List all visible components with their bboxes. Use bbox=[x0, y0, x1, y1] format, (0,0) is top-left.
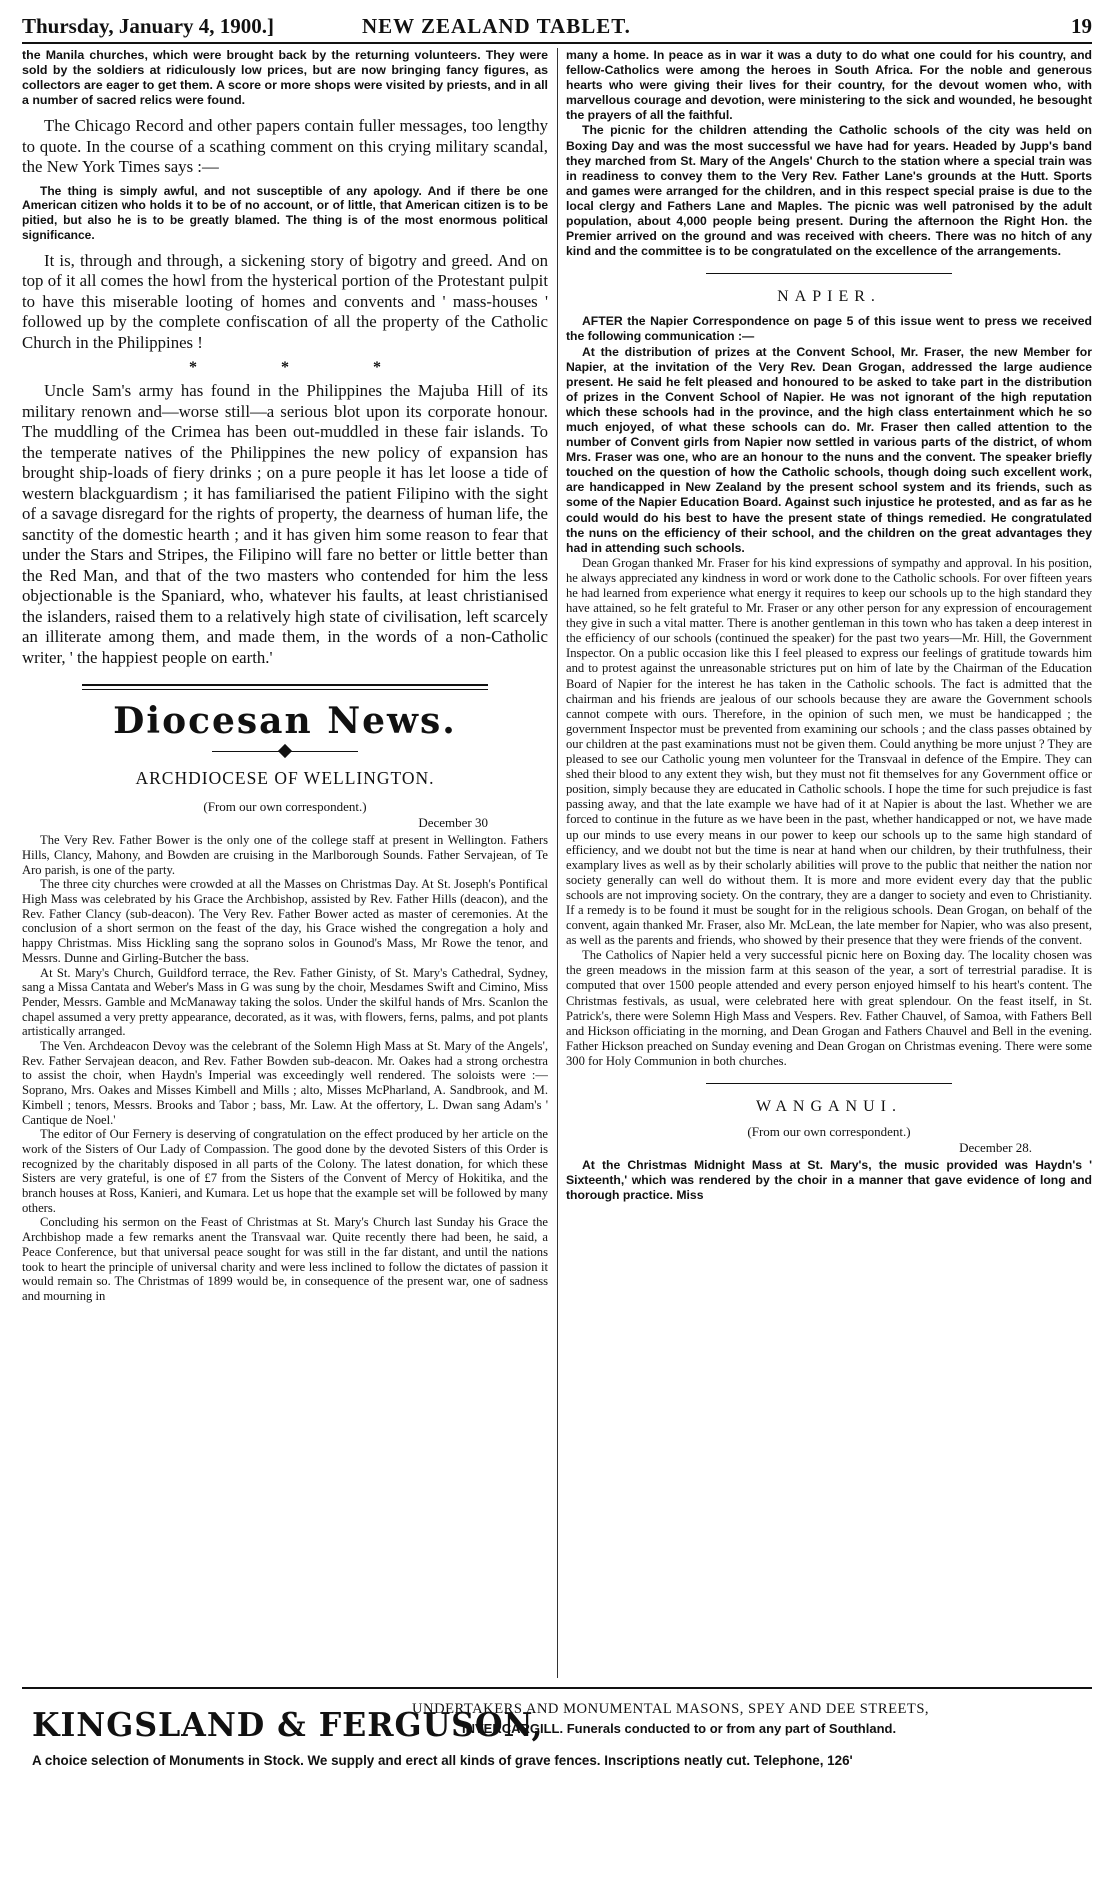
napier-paragraph: AFTER the Napier Correspondence on page 5 of this issue went to press we received the following communication :— bbox=[566, 314, 1092, 344]
right-column bbox=[566, 48, 1092, 1678]
napier-paragraph: At the distribution of prizes at the Convent School, Mr. Fraser, the new Member for Napier, at the invitation of the Very Rev. Dean Grogan, addressed the large audience present. He said he felt pleased and honoured to be asked to take part in the distribution of prizes in the Convent School of Napier. He was not ignorant of the high reputation which these schools had in the province, and the high class entertainment which he so much enjoyed, of what these schools can do. Mr. Fraser then called attention to the number of Convent girls from Napier now settled in various parts of the district, of whom Mrs. Fraser was one, who are an honour to the nuns and the convent. The speaker briefly touched on the question of how the Catholic schools, though doing such excellent work, are handicapped in New Zealand by the present school system and its friends, such as some of the Napier Education Board. Against such injustice he protested, and as far as he could would do his best to have the present state of things remedied. He congratulated the nuns on the efficiency of their school, and the children on the great advantages they had in attending such schools. bbox=[566, 344, 1092, 555]
ad-address-line: INVERCARGILL. Funerals conducted to or from any part of Southland. bbox=[462, 1721, 897, 1736]
new-york-times-quote: The thing is simply awful, and not susceptible of any apology. And if there be one American citizen who holds it to be of no account, or of little, that American citizen is to be pitied, but also he is to be greatly blamed. The thing is of the most enormous political significance. bbox=[22, 183, 548, 242]
sermon-continuation: many a home. In peace as in war it was a duty to do what one could for his country, and fellow-Catholics were among the heroes in South Africa. For the noble and generous hearts who were giving their lives for their country, for the devout women who, with marvellous courage and devotion, were ministering to the sick and wounded, he besought the prayers of all the faithful. bbox=[566, 48, 1092, 123]
wellington-dateline: December 30 bbox=[418, 815, 488, 831]
advertisement bbox=[22, 1687, 1092, 1789]
napier-paragraph: Dean Grogan thanked Mr. Fraser for his kind expressions of sympathy and approval. In his position, he always appreciated any kindness in word or work done to the Catholic schools. For over fifteen years he had learned from experience what energy it requires to keep our schools up to the high standard they have attained, so he felt grateful to Mr. Fraser or any other person for any expression of encouragement they give in such a vital matter. There is another gentleman in this town who has taken a deep interest in the efficiency of our schools (continued the speaker) for the past two years—Mr. Hill, the Government Inspector. On a public occasion like this I feel pleased to express our feelings of gratitude towards him and to protest against the unreasonable strictures put on him of late by the Chairman of the Education Board of Napier for the interest he has taken in the Catholic schools. The fact is admitted that the chairman and his friends are jealous of our schools because they are aware the Government schools cannot compete with ours. Therefore, in the opinion of such men, we must be handicapped ; the government Inspector must be prevented from examining our schools ; and the class passes obtained by our children at the past examinations must not be given them. Could anything be more unjust ? They are pleased to see our Catholic young men volunteer for the Transvaal in defence of the Empire. They can shed their blood to any extent they wish, but they must not fit themselves for any Government office or position, simply because they are educated in Catholic schools. I hope the time for such prejudice is fast passing away, and that the late example we have had of it at Napier is about the last. Whether we are forced to continue in the future as we have been in the past, whether handicapped or not, we have made up our minds to use every means in our power to keep our schools up to the same high standard of efficiency, and we doubt not but the time is near at hand when our children, by their truthfulness, their examplary lives as well as by their scholarly abilities will prove to the public that neither the nation nor society generally can well do without them. It is more and more evident every day that the public schools are not improving society. On the contrary, they are a danger to society and even to Christianity. If a remedy is to be found it must be sought for in the religious schools. Dean Grogan, on behalf of the convent, again thanked Mr. Fraser, also Mr. McLean, the late member for Napier, who was also present, as well as the parents and friends, who showed by their presence that they were friends of the convent. bbox=[566, 555, 1092, 948]
newspaper-page bbox=[22, 12, 1092, 1892]
picnic-paragraph: The picnic for the children attending the Catholic schools of the city was held on Boxing Day and was the most successful we have had for years. Headed by Jupp's band they marched from St. Mary of the Angels' Church to the station where a special train was in readiness to convey them to the Very Rev. Father Lane's grounds at the Hutt. Sports and games were arranged for the children, and in this respect special praise is due to the local clergy and Fathers Lane and Maples. The picnic was well patronised by the adult population, about 4,000 people being present. During the afternoon the Right Hon. the Premier arrived on the ground and was received with cheers. There was no hitch of any kind and the committee is to be congratulated on the excellence of the arrangements. bbox=[566, 123, 1092, 259]
section-stars: * * * bbox=[189, 359, 421, 377]
napier-paragraph: The Catholics of Napier held a very successful picnic here on Boxing day. The locality chosen was the green meadows in the mission farm at this season of the year, a sort of terrestrial paradise. It is computed that over 1500 people attended and every person enjoyed himself to his heart's content. The Christmas festivals, as usual, were celebrated here with great splendour. On the feast itself, in St. Patrick's, there were Solemn High Mass and Vespers. Rev. Father Chauvel, of Samoa, with Fathers Bell and Hickson officiating in the morning, and Dean Grogan and Fathers Chauvel and Bell in the evening. Father Hickson preached on Sunday evening and Dean Grogan on Christmas evening. There were some 300 for Holy Communion in both churches. bbox=[566, 948, 1092, 1068]
diamond-ornament bbox=[212, 744, 358, 758]
chicago-record-paragraph: The Chicago Record and other papers contain fuller messages, too lengthy to quote. In the course of a scathing comment on this crying military scandal, the New York Times says :— bbox=[22, 116, 548, 176]
left-column bbox=[22, 48, 548, 1678]
wellington-paragraph: The Very Rev. Father Bower is the only one of the college staff at present in Wellington. Fathers Hills, Clancy, Mahony, and Bowden are cruising in the Marlborough Sounds. Father Servajean, of Te Aro parish, is one of the party. bbox=[22, 833, 548, 877]
bigotry-paragraph: It is, through and through, a sickening story of bigotry and greed. And on top of it all comes the howl from the hysterical portion of the Protestant pulpit to have this miserable looting of homes and convents and ' mass-houses ' followed up by the complete confiscation of all the property of the Catholic Church in the Philippines ! bbox=[22, 250, 548, 352]
issue-date: Thursday, January 4, 1900.] bbox=[22, 14, 275, 38]
uncle-sam-paragraph: Uncle Sam's army has found in the Philippines the Majuba Hill of its military renown and—worse still—a serious blot upon its corporate honour. The muddling of the Crimea has been out-muddled in these fair islands. To the temperate natives of the Philippines the new policy of expansion has brought ship-loads of fiery drinks ; on a pure people it has let loose a tide of western blackguardism ; it has familiarised the patient Filipino with the sight of a savage disregard for the rights of property, the dearness of human life, the sanctity of the domestic hearth ; and it has given him some reason to fear that under the Stars and Stripes, the Filipino will fare no better or little better than the Red Man, and that of the two masters who contended for him the less objectionable is the Spaniard, who, whatever his faults, at least christianised the islanders, raised them to a relatively high state of civilisation, left scarcely an illiterate among them, and made them, in the words of a non-Catholic writer, ' the happiest people on earth.' bbox=[22, 381, 548, 667]
ad-trade-line: UNDERTAKERS AND MONUMENTAL MASONS, SPEY AND DEE STREETS, bbox=[412, 1701, 930, 1717]
divider-rule bbox=[706, 273, 952, 274]
columns bbox=[22, 48, 1092, 1678]
wanganui-credit: (From our own correspondent.) bbox=[747, 1124, 911, 1139]
wellington-paragraph: The three city churches were crowded at all the Masses on Christmas Day. At St. Joseph's Pontifical High Mass was celebrated by his Grace the Archbishop, assisted by Rev. Father Hills (deacon), and the Rev. Father Clancy (sub-deacon). The Very Rev. Father Bower acted as master of ceremonies. At the conclusion of a short sermon on the feast of the day, his Grace wished the congregation a holy and happy Christmas. Miss Hickling sang the soprano solos in Gounod's Mass, Mr Rowe the tenor, and Messrs. Dunne and Girling-Butcher the bass. bbox=[22, 877, 548, 965]
wellington-credit: (From our own correspondent.) bbox=[203, 799, 367, 815]
section-divider bbox=[82, 684, 488, 690]
ad-firm-name: KINGSLAND & FERGUSON, bbox=[32, 1705, 544, 1744]
running-head bbox=[22, 12, 1092, 44]
wellington-paragraph: At St. Mary's Church, Guildford terrace, the Rev. Father Ginisty, of St. Mary's Cathedral, Sydney, sang a Missa Cantata and Weber's Mass in G was sung by the choir, Mesdames Swift and Cimino, Miss Pender, Messrs. Gamble and McManaway taking the solos. Under the skilful hands of Mrs. Scanlon the chapel assumed a very pretty appearance, decorated, as it was, with flowers, ferns, palms, and pot plants artistically arranged. bbox=[22, 965, 548, 1039]
column-rule bbox=[557, 48, 558, 1678]
wellington-paragraph: The editor of Our Fernery is deserving of congratulation on the effect produced by her article on the work of the Sisters of Our Lady of Compassion. The good done by the devoted Sisters of this Order is recognized by the charitably disposed in all parts of the Colony. The latest donation, for which these Sisters are very grateful, is one of £7 from the Sisters of the Convent of Mercy of Hokitika, and the branch houses at Ross, Kanieri, and Kumara. Let us hope that the example set will be followed by many others. bbox=[22, 1127, 548, 1215]
wellington-paragraph: Concluding his sermon on the Feast of Christmas at St. Mary's Church last Sunday his Grace the Archbishop made a few remarks anent the Transvaal war. Quite recently there had been, he said, a Peace Conference, but that universal peace sought for was still in the far distant, and until the nations took to heart the principle of universal charity and were less inclined to follow the dictates of passion it would remain so. The Christmas of 1899 would be, in consequence of the present war, one of sadness and mourning in bbox=[22, 1215, 548, 1303]
diocesan-news-heading: Diocesan News. bbox=[113, 700, 457, 743]
page-number: 19 bbox=[1071, 14, 1092, 38]
wanganui-dateline: December 28. bbox=[959, 1140, 1032, 1155]
wanganui-heading: WANGANUI. bbox=[756, 1098, 902, 1115]
divider-rule bbox=[706, 1083, 952, 1084]
manila-paragraph: the Manila churches, which were brought back by the returning volunteers. They were sold by the soldiers at ridiculously low prices, but are now bringing fancy figures, as collectors are eager to get them. A score or more shops were visited by priests, and in all a number of sacred relics were found. bbox=[22, 48, 548, 107]
napier-heading: NAPIER. bbox=[777, 288, 881, 306]
wellington-paragraph: The Ven. Archdeacon Devoy was the celebrant of the Solemn High Mass at St. Mary of the Angels', Rev. Father Servajean deacon, and Rev. Father Bowden sub-deacon. Mr. Oakes had a strong orchestra to assist the choir, when Haydn's Imperial was exceedingly well rendered. The soloists were :—Soprano, Mrs. Oakes and Misses Kimbell and Mills ; alto, Misses McPharland, A. Sandbrook, and M. Kimbell ; tenors, Messrs. Brooks and Tabor ; bass, Mr. Law. At the offertory, L. Dwan sang Adam's ' Cantique de Noel.' bbox=[22, 1039, 548, 1127]
wellington-heading: ARCHDIOCESE OF WELLINGTON. bbox=[135, 768, 435, 789]
ad-footer-line: A choice selection of Monuments in Stock. We supply and erect all kinds of grave fences. Inscriptions neatly cut. Telephone, 126' bbox=[32, 1753, 853, 1768]
wanganui-paragraph: At the Christmas Midnight Mass at St. Mary's, the music provided was Haydn's ' Sixteenth,' which was rendered by the choir in a manner that gave evidence of long and thorough practice. Miss bbox=[566, 1158, 1092, 1203]
newspaper-title: NEW ZEALAND TABLET. bbox=[362, 14, 631, 38]
